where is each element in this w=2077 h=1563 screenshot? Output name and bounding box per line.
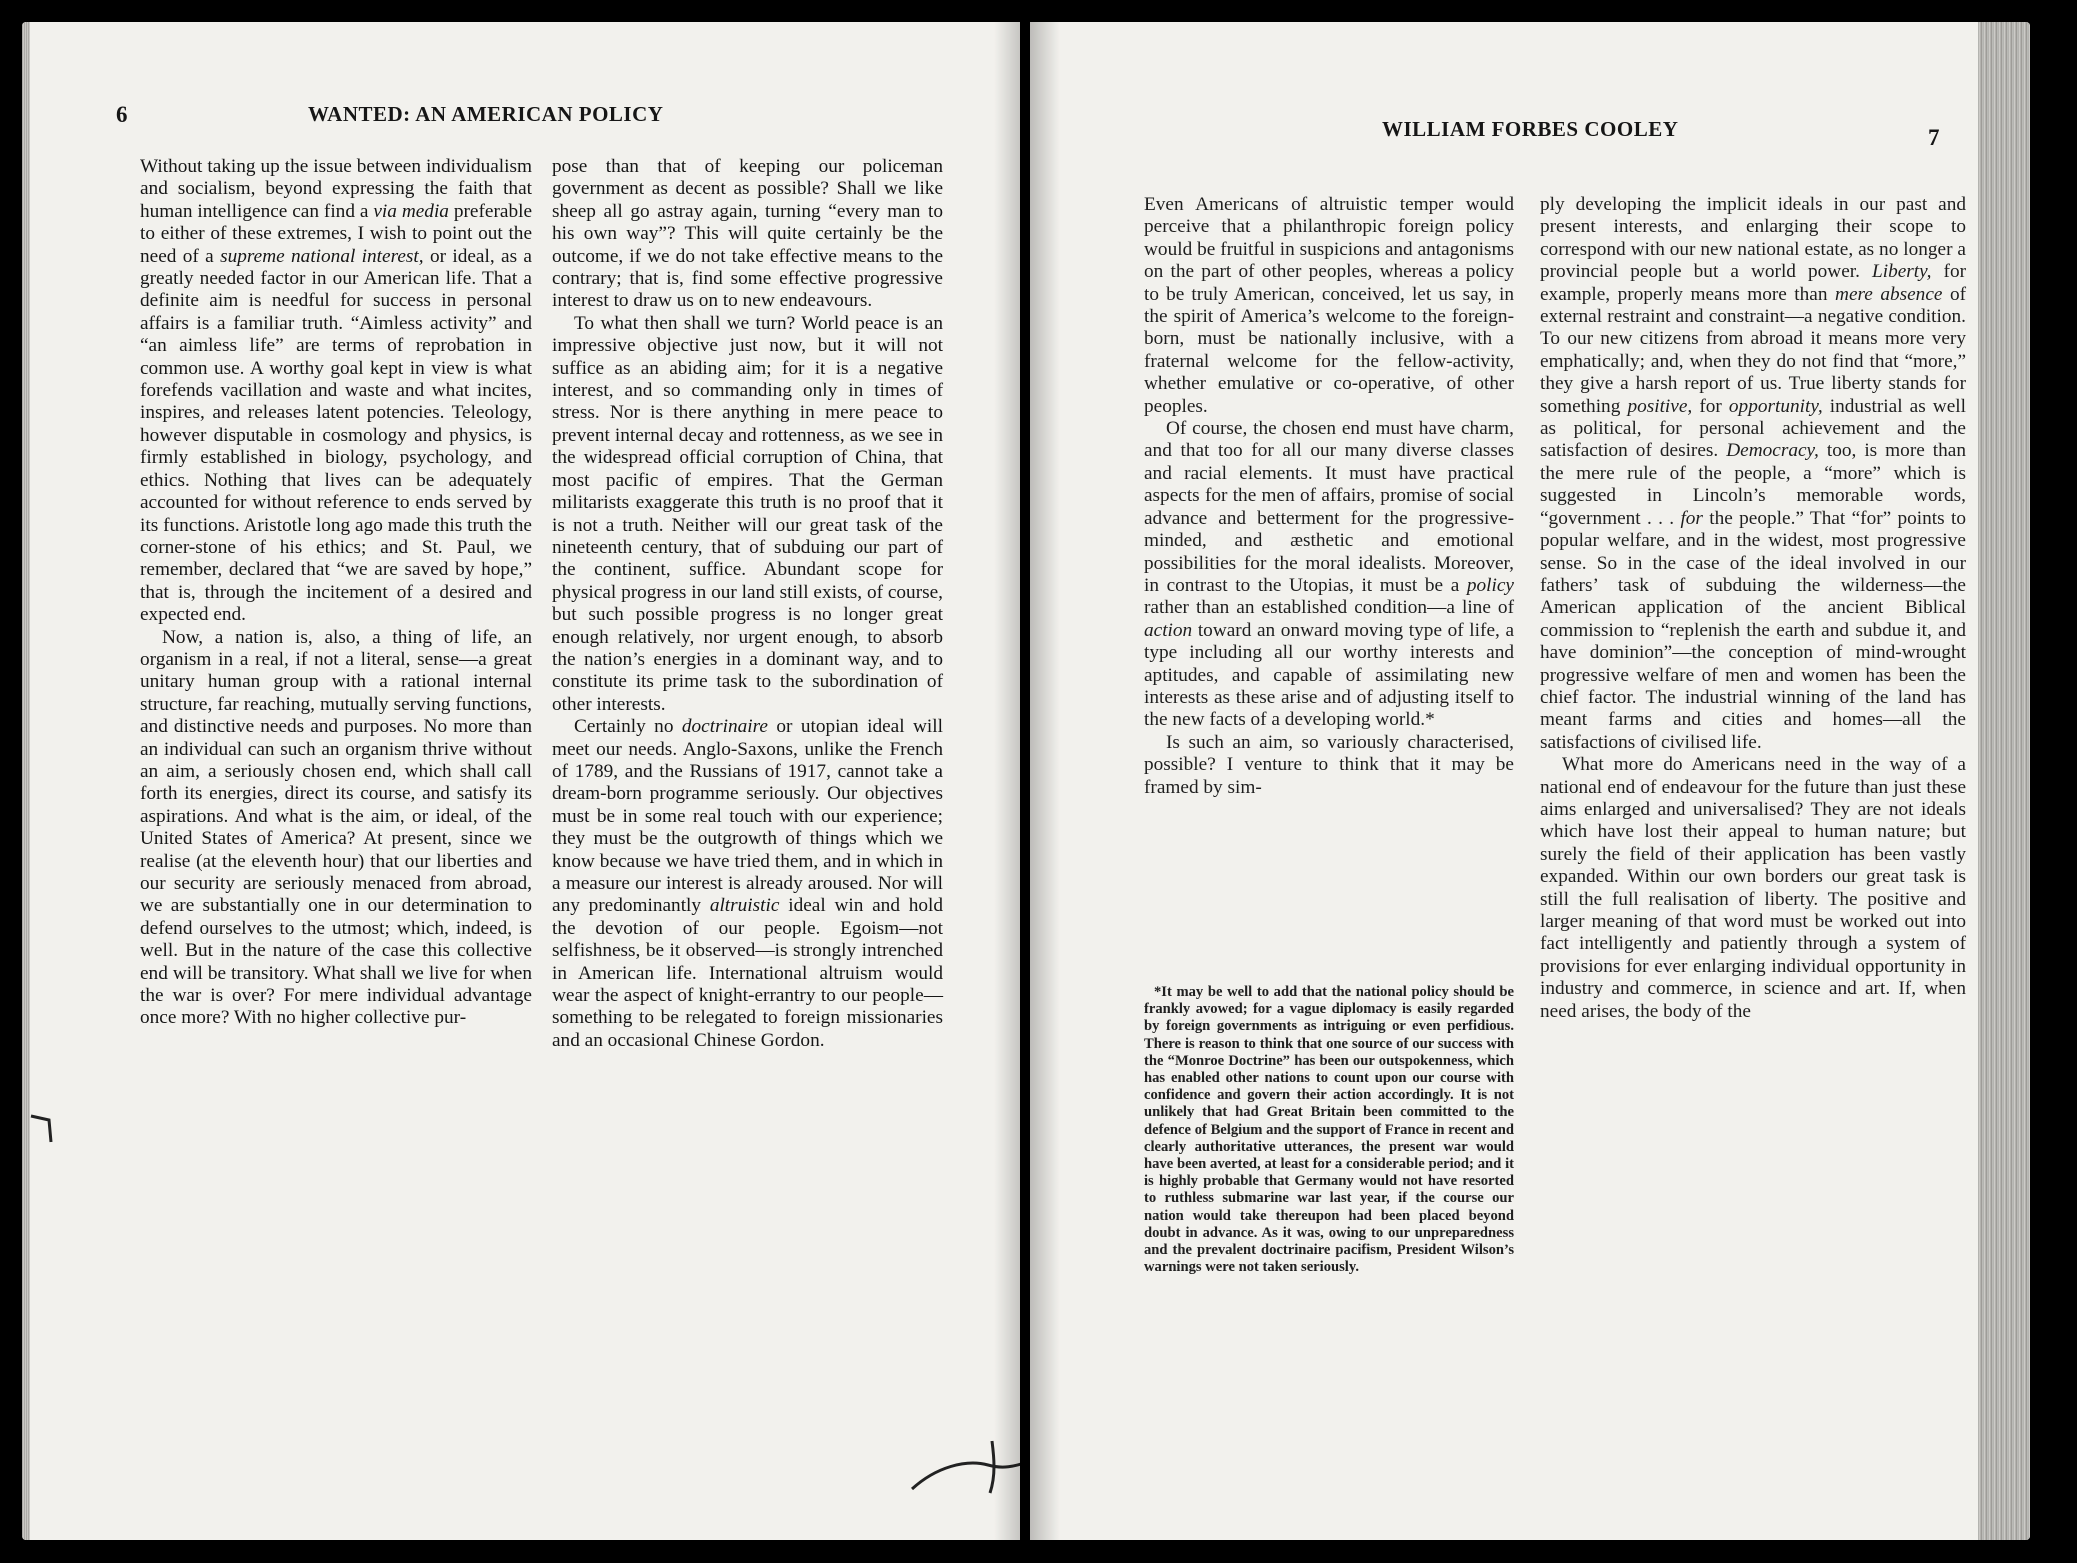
left-column-1 (140, 156, 532, 1030)
paragraph (140, 627, 532, 1030)
paragraph (1540, 754, 1966, 1023)
left-column-2 (552, 156, 943, 1052)
text-run: Of course, the chosen end must have charm, and that too for all our many diverse classes and racial elements. It must have practical aspects for the men of affairs, promise of social advance and betterment for the progressive-minded, and æsthetic and emotional possibilities for the moral idealists. Moreover, in contrast to the Utopias, it must be a (1144, 418, 1514, 596)
left-page-edge (22, 22, 30, 1540)
left-page-number: 6 (116, 102, 128, 127)
right-page (1030, 22, 2030, 1540)
text-run: What more do Americans need in the way of a national end of endeavour for the future than just these aims enlarged and universalised? They are not ideals which have lost their appeal to human nature; but surely the field of their application has been vastly expanded. Within our own borders our great task is still the full realisation of liberty. The positive and larger meaning of that word must be worked out into fact intelligently and patiently through a system of provisions for ever enlarging individual opportunity in industry and commerce, in science and art. If, when need arises, the body of the (1540, 754, 1966, 1022)
text-run: To what then shall we turn? World peace is an impressive objective just now, but it will not suffice as an abiding aim; for it is a negative interest, and so commanding only in times of stress. Nor is there anything in mere peace to prevent internal decay and rottenness, as we see in the widespread official corruption of China, that most pacific of empires. That the German militarists exaggerate this truth is no proof that it is not a truth. Neither will our great task of the nineteenth century, that of subduing our part of the continent, suffice. Abundant scope for physical progress in our land still exists, of course, but such possible progress is no longer great enough relatively, nor urgent enough, to absorb the nation’s energies in a dominant way, and to constitute its prime task to the subordination of other interests. (552, 312, 943, 715)
text-run: preferable to either of these extremes, I wish to point out the need of a (140, 200, 532, 267)
footnote (1144, 984, 1514, 1276)
left-running-head: WANTED: AN AMERICAN POLICY (308, 102, 664, 126)
italic-text: policy (1466, 574, 1514, 596)
footnote-text: *It may be well to add that the national policy should be frankly avowed; for a vague diplomacy is easily regarded by foreign governments as intriguing or even perfidious. There is reason to think that one source of our success with the “Monroe Doctrine” has been our outspokenness, which has enabled other nations to count upon our course with confidence and govern their action accordingly. It is not unlikely that had Great Britain been committed to the defence of Belgium and the support of France in recent and clearly authoritative utterances, the present war would have been averted, at least for a considerable period; and it is highly probable that Germany would not have resorted to ruthless submarine war last year, if the course our nation would take thereupon had been placed beyond doubt in advance. As it was, owing to our unpreparedness and the prevalent doctrinaire pacifism, President Wilson’s warnings were not taken seriously. (1144, 984, 1514, 1276)
text-run: ideal win and hold the devotion of our people. Egoism—not selfishness, be it observed—is strongly intrenched in American life. International altruism would wear the aspect of knight-errantry to our people—something to be relegated to foreign missionaries and an occasional Chinese Gordon. (552, 895, 943, 1051)
text-run: Even Americans of altruistic temper would perceive that a philanthropic foreign policy would be fruitful in suspicions and antagonisms on the part of other peoples, whereas a policy to be truly American, conceived, let us say, in the spirit of America’s welcome to the foreign-born, must be nationally inclusive, with a fraternal welcome for the fellow-activity, whether emulative or co-operative, of other peoples. (1144, 194, 1514, 417)
left-gutter-shadow (994, 22, 1020, 1540)
text-run: for example, properly means more than (1540, 261, 1967, 305)
right-column-2 (1540, 194, 1966, 1023)
text-run: Certainly no (574, 716, 682, 738)
right-page-edges (1978, 22, 2030, 1540)
text-run: pose than that of keeping our policeman government as decent as possible? Shall we like sheep all go astray again, turning “every man to his own way”? This will quite certainly be the outcome, if we do not take effective means to the contrary; that is, find some effective progressive interest to draw us on to new endeavours. (552, 156, 943, 312)
text-run: toward an onward moving type of life, a type including all our worthy interests and aptitudes, and capable of assimilating new interests as these arise and of adjusting itself to the new facts of a developing world.* (1144, 619, 1514, 731)
text-run: or ideal, as a greatly needed factor in our American life. That a definite aim is needful for success in personal affairs is a familiar truth. “Aimless activity” and “an aimless life” are terms of reprobation in common use. A worthy goal kept in view is what forefends vacillation and waste and what incites, inspires, and releases latent potencies. Teleology, however disputable in cosmology and physics, is firmly established in biology, psychology, and ethics. Nothing that lives can be adequately accounted for without reference to ends served by its functions. Aristotle long ago made this truth the corner-stone of his ethics; and St. Paul, we remember, declared that “we are saved by hope,” that is, through the incitement of a desired and expected end. (140, 245, 532, 626)
italic-text: Liberty, (1872, 261, 1932, 283)
italic-text: positive, (1627, 395, 1693, 417)
italic-text: via media (373, 200, 449, 222)
paragraph (1144, 418, 1514, 732)
text-run: Without taking up the issue between individualism and socialism, beyond expressing the faith that human intelligence can find a (140, 156, 532, 222)
right-running-head: WILLIAM FORBES COOLEY (1382, 117, 1679, 141)
text-run: industrial as well as political, for personal achievement and the satisfaction of desires. (1540, 395, 1967, 462)
italic-text: Democracy, (1726, 440, 1819, 462)
italic-text: opportunity, (1728, 395, 1823, 417)
text-run: or utopian ideal will meet our needs. Anglo-Saxons, unlike the French of 1789, and the Russians of 1917, cannot take a dream-born programme seriously. Our objectives must be in some real touch with our experience; they must be the outgrowth of things which we know because we have tried them, and in which in a measure our interest is already aroused. Nor will any predominantly (552, 716, 943, 917)
right-column-1 (1144, 194, 1514, 799)
italic-text: doctrinaire (681, 716, 768, 738)
paragraph (1144, 194, 1514, 418)
paragraph (1144, 732, 1514, 799)
text-run: ply developing the implicit ideals in our past and present interests, and enlarging their scope to correspond with our new national estate, as no longer a provincial people but a world power. (1540, 194, 1966, 283)
text-run: rather than an established condition—a line of (1144, 597, 1514, 619)
italic-text: action (1144, 619, 1193, 641)
paragraph (552, 156, 943, 313)
text-run: Now, a nation is, also, a thing of life, an organism in a real, if not a literal, sense—a great unitary human group with a rational internal structure, far reaching, mutually serving functions, and distinctive needs and purposes. No more than an individual can such an organism thrive without an aim, a seriously chosen end, which shall call forth its energies, direct its course, and satisfy its aspirations. And what is the aim, or ideal, of the United States of America? At present, since we realise (at the eleventh hour) that our liberties and our security are seriously menaced from abroad, we are substantially one in our determination to defend ourselves to the utmost; which, indeed, is well. But in the nature of the case this collective end will be transitory. What shall we live for when the war is over? For mere individual advantage once more? With no higher collective pur- (140, 626, 532, 1029)
italic-text: for (1680, 507, 1703, 529)
right-gutter-shadow (1030, 22, 1060, 1540)
text-run: of external restraint and constraint—a negative condition. To our new citizens from abroad it means more very emphatically; and, when they do not find that “more,” they give a harsh report of us. True liberty stands for something (1540, 283, 1967, 417)
italic-text: altruistic (709, 895, 780, 917)
left-page (22, 22, 1020, 1540)
paragraph (140, 156, 532, 627)
text-run: too, is more than the mere rule of the people, a “more” which is suggested in Lincoln’s memorable words, “government . . . (1540, 440, 1966, 529)
text-run: for (1692, 395, 1729, 417)
paragraph (552, 716, 943, 1052)
right-page-number: 7 (1928, 125, 1940, 150)
italic-text: supreme national interest, (220, 245, 424, 267)
margin-bracket-mark (27, 1108, 67, 1148)
text-run: the people.” That “for” points to popular welfare, and in the widest, most progressive sense. So in the case of the ideal involved in our fathers’ task of subduing the wilderness—the American application of the ancient Biblical commission to “replenish the earth and subdue it, and have dominion”—the conception of mind-wrought progressive welfare of men and women has been the chief factor. The industrial winning of the land has meant farms and cities and homes—all the satisfactions of civilised life. (1540, 507, 1966, 753)
paragraph (552, 313, 943, 716)
paragraph (1540, 194, 1966, 754)
text-run: Is such an aim, so variously characterised, possible? I venture to think that it may be framed by sim- (1144, 731, 1514, 798)
italic-text: mere absence (1835, 283, 1943, 305)
